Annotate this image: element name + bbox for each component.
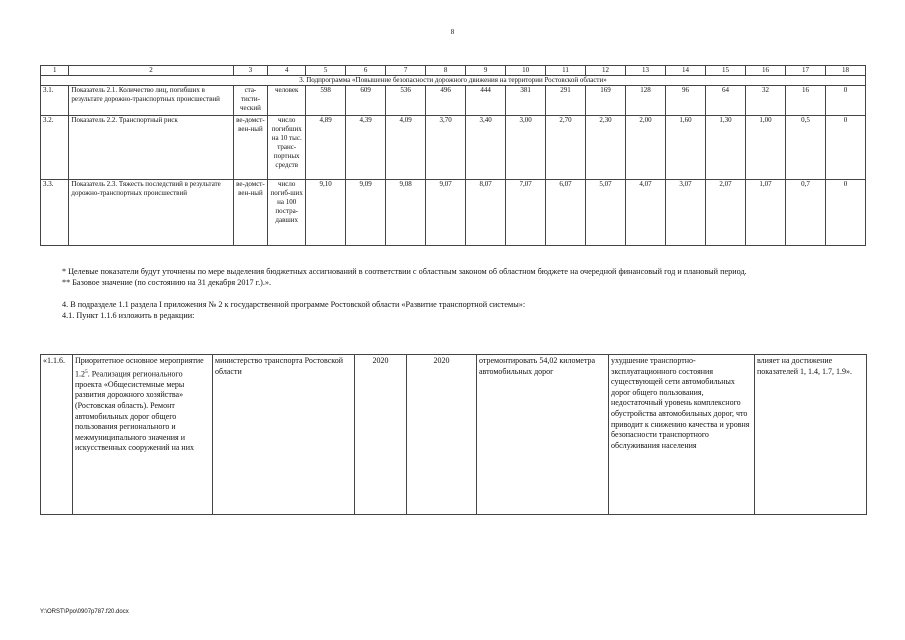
column-number: 7 (386, 66, 426, 76)
value-cell: 96 (666, 86, 706, 116)
column-number: 6 (346, 66, 386, 76)
column-number: 16 (745, 66, 785, 76)
value-cell: 3,70 (426, 116, 466, 180)
page-number: 8 (450, 28, 455, 36)
column-number: 2 (69, 66, 233, 76)
subprogram-title: 3. Подпрограмма «Повышение безопасности дорожного движения на территории Ростовской области» (41, 76, 866, 86)
value-cell: 5,07 (586, 180, 626, 246)
table-row (41, 116, 866, 180)
value-cell: 4,89 (306, 116, 346, 180)
value-cell: 0,7 (785, 180, 825, 246)
table-row (41, 355, 867, 515)
column-number: 13 (626, 66, 666, 76)
measure-result: отремонтировать 54,02 километра автомобильных дорог (477, 355, 609, 515)
indicator-unit: число погибших на 10 тыс. транс-портных средств (268, 116, 306, 180)
file-path-footer: Y:\ORST\Ppo\0907p787.f20.docx (40, 609, 129, 615)
value-cell: 9,08 (386, 180, 426, 246)
column-number: 5 (306, 66, 346, 76)
value-cell: 2,00 (626, 116, 666, 180)
column-number: 14 (666, 66, 706, 76)
value-cell: 1,00 (745, 116, 785, 180)
column-number: 4 (268, 66, 306, 76)
measure-name (73, 355, 213, 515)
value-cell: 444 (466, 86, 506, 116)
footnote-targets: * Целевые показатели будут уточнены по мере выделения бюджетных ассигнований в соответствии с областным законом об областном бюджете на очередной финансовый год и плановый период. (62, 267, 747, 276)
indicator-name: Показатель 2.2. Транспортный риск (69, 116, 233, 180)
value-cell: 4,09 (386, 116, 426, 180)
indicator-unit: число погиб-ших на 100 постра-давших (268, 180, 306, 246)
value-cell: 598 (306, 86, 346, 116)
column-number: 9 (466, 66, 506, 76)
footnote-base-value: ** Базовое значение (по состоянию на 31 декабря 2017 г.).». (62, 278, 272, 287)
value-cell: 496 (426, 86, 466, 116)
value-cell: 169 (586, 86, 626, 116)
value-cell: 536 (386, 86, 426, 116)
measure-executor: министерство транспорта Ростовской области (213, 355, 355, 515)
table-row (41, 180, 866, 246)
value-cell: 9,10 (306, 180, 346, 246)
notes-block (40, 266, 866, 321)
indicator-unit: человек (268, 86, 306, 116)
column-number: 15 (706, 66, 746, 76)
indicator-type: ве-домст-вен-ный (233, 180, 268, 246)
value-cell: 7,07 (506, 180, 546, 246)
measure-influence: влияет на достижение показателей 1, 1.4, 1.7, 1.9». (755, 355, 867, 515)
value-cell: 2,30 (586, 116, 626, 180)
value-cell: 1,30 (706, 116, 746, 180)
subprogram-row (41, 76, 866, 86)
measure-end-year: 2020 (407, 355, 477, 515)
row-number: 3.1. (41, 86, 69, 116)
indicator-type: ве-домст-вен-ный (233, 116, 268, 180)
value-cell: 32 (745, 86, 785, 116)
value-cell: 0,5 (785, 116, 825, 180)
value-cell: 2,70 (546, 116, 586, 180)
column-number: 3 (233, 66, 268, 76)
column-number: 18 (825, 66, 865, 76)
column-number: 12 (586, 66, 626, 76)
column-number-row (41, 66, 866, 76)
value-cell: 4,39 (346, 116, 386, 180)
value-cell: 381 (506, 86, 546, 116)
measure-table (40, 354, 867, 515)
measure-name-part: Приоритетное основное мероприятие 1.2 (75, 356, 204, 379)
indicator-name: Показатель 2.3. Тяжесть последствий в результате дорожно-транспортных происшествий (69, 180, 233, 246)
value-cell: 16 (785, 86, 825, 116)
value-cell: 291 (546, 86, 586, 116)
value-cell: 3,00 (506, 116, 546, 180)
indicator-type: ста-тисти-ческий (233, 86, 268, 116)
value-cell: 9,07 (426, 180, 466, 246)
value-cell: 9,09 (346, 180, 386, 246)
column-number: 8 (426, 66, 466, 76)
measure-start-year: 2020 (355, 355, 407, 515)
value-cell: 0 (825, 180, 865, 246)
measure-consequence: ухудшение транспортно-эксплуатационного состояния существующей сети автомобильных дорог общего пользования, недостаточный уровень комплексного обустройства автомобильных дорог, что приводит к снижению качества и уровня безопасности транспортного обслуживания населения (609, 355, 755, 515)
value-cell: 64 (706, 86, 746, 116)
column-number: 11 (546, 66, 586, 76)
amendment-subparagraph: 4.1. Пункт 1.1.6 изложить в редакции: (62, 311, 195, 320)
footnote-marker: 5 (85, 368, 88, 375)
value-cell: 0 (825, 86, 865, 116)
indicator-name: Показатель 2.1. Количество лиц, погибших в результате дорожно-транспортных происшествий (69, 86, 233, 116)
column-number: 17 (785, 66, 825, 76)
value-cell: 3,07 (666, 180, 706, 246)
value-cell: 1,60 (666, 116, 706, 180)
row-number: 3.2. (41, 116, 69, 180)
value-cell: 4,07 (626, 180, 666, 246)
column-number: 10 (506, 66, 546, 76)
column-number: 1 (41, 66, 69, 76)
measure-name-part: . Реализация регионального проекта «Общесистемные меры развития дорожного хозяйства» (Ростовская область). Ремонт автомобильных дорог общего пользования регионального и межмуниципального значения и искусственных сооружений на них (75, 369, 194, 453)
table-row (41, 86, 866, 116)
value-cell: 128 (626, 86, 666, 116)
amendment-paragraph: 4. В подразделе 1.1 раздела I приложения № 2 к государственной программе Ростовской области «Развитие транспортной системы»: (62, 300, 526, 309)
value-cell: 2,07 (706, 180, 746, 246)
value-cell: 1,07 (745, 180, 785, 246)
row-number: 3.3. (41, 180, 69, 246)
value-cell: 6,07 (546, 180, 586, 246)
indicators-table (40, 65, 866, 246)
value-cell: 8,07 (466, 180, 506, 246)
value-cell: 3,40 (466, 116, 506, 180)
value-cell: 609 (346, 86, 386, 116)
value-cell: 0 (825, 116, 865, 180)
measure-number: «1.1.6. (41, 355, 73, 515)
